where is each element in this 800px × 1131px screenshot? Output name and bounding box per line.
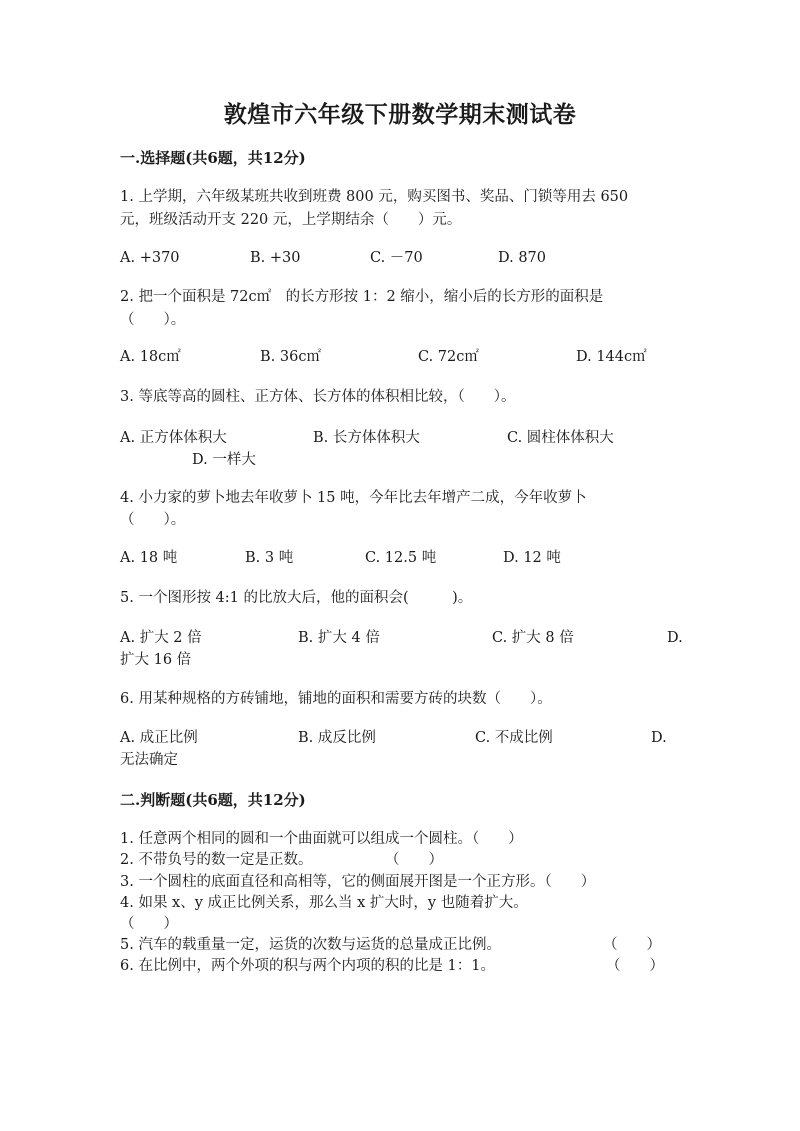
question-5-option-b: B. 扩大 4 倍 [298,630,380,646]
judgement-item-4: 4. 如果 x、y 成正比例关系，那么当 x 扩大时，y 也随着扩大。 [120,895,528,911]
judgement-item-2: 2. 不带负号的数一定是正数。 [120,852,313,868]
judgement-item-6-bracket: （ ） [606,958,664,974]
judgement-item-3: 3. 一个圆柱的底面直径和高相等，它的侧面展开图是一个正方形。（ ） [120,874,596,890]
question-3-option-c: C. 圆柱体体积大 [507,430,614,446]
question-4-option-c: C. 12.5 吨 [365,550,437,566]
question-6-line1: 6. 用某种规格的方砖铺地，铺地的面积和需要方砖的块数（ ）。 [120,691,552,707]
judgement-item-4-bracket: （ ） [120,916,178,932]
question-1-line1: 1. 上学期，六年级某班共收到班费 800 元，购买图书、奖品、门锁等用去 650 [120,189,629,205]
judgement-item-5-bracket: （ ） [603,937,661,953]
question-3-option-a: A. 正方体体积大 [120,430,227,446]
section-heading-judgement: 二.判断题(共6题，共12分) [120,791,306,809]
question-2-line1: 2. 把一个面积是 72c㎡ 的长方形按 1：2 缩小，缩小后的长方形的面积是 [120,289,604,305]
question-6-option-a: A. 成正比例 [120,730,198,746]
question-1-option-b: B. +30 [250,250,301,266]
page-title: 敦煌市六年级下册数学期末测试卷 [223,101,577,128]
question-2-option-a: A. 18c㎡ [120,349,181,365]
question-5-line1: 5. 一个图形按 4:1 的比放大后，他的面积会( )。 [120,590,473,606]
question-4-option-a: A. 18 吨 [120,550,178,566]
question-3-line1: 3. 等底等高的圆柱、正方体、长方体的体积相比较，（ ）。 [120,389,516,405]
question-6-option-b: B. 成反比例 [298,730,376,746]
question-2-line2: （ ）。 [120,312,186,328]
judgement-item-1: 1. 任意两个相同的圆和一个曲面就可以组成一个圆柱。（ ） [120,831,523,847]
judgement-item-6: 6. 在比例中，两个外项的积与两个内项的积的比是 1：1。 [120,958,496,974]
question-3-option-b: B. 长方体体积大 [313,430,420,446]
question-5-option-a: A. 扩大 2 倍 [120,630,202,646]
judgement-item-5: 5. 汽车的载重量一定，运货的次数与运货的总量成正比例。 [120,937,501,953]
question-2-option-b: B. 36c㎡ [260,349,321,365]
question-6-option-d: D. [651,730,667,746]
question-1-option-d: D. 870 [498,250,547,266]
question-3-option-d: D. 一样大 [192,452,256,468]
question-5-option-d: D. [667,630,683,646]
question-1-line2: 元，班级活动开支 220 元，上学期结余（ ）元。 [120,212,462,228]
question-6-option-d-text: 无法确定 [120,752,178,768]
question-4-line2: （ ）。 [120,512,186,528]
question-4-option-b: B. 3 吨 [245,550,294,566]
question-1-option-c: C. －70 [370,250,423,266]
question-1-option-a: A. +370 [120,250,180,266]
question-4-line1: 4. 小力家的萝卜地去年收萝卜 15 吨，今年比去年增产二成，今年收萝卜 [120,490,587,506]
question-4-option-d: D. 12 吨 [503,550,561,566]
question-5-option-c: C. 扩大 8 倍 [492,630,574,646]
question-5-option-d-text: 扩大 16 倍 [120,652,192,668]
question-2-option-c: C. 72c㎡ [418,349,479,365]
judgement-item-2-bracket: （ ） [385,852,443,868]
section-heading-choice: 一.选择题(共6题，共12分) [120,149,306,167]
question-2-option-d: D. 144c㎡ [576,349,647,365]
question-6-option-c: C. 不成比例 [475,730,553,746]
